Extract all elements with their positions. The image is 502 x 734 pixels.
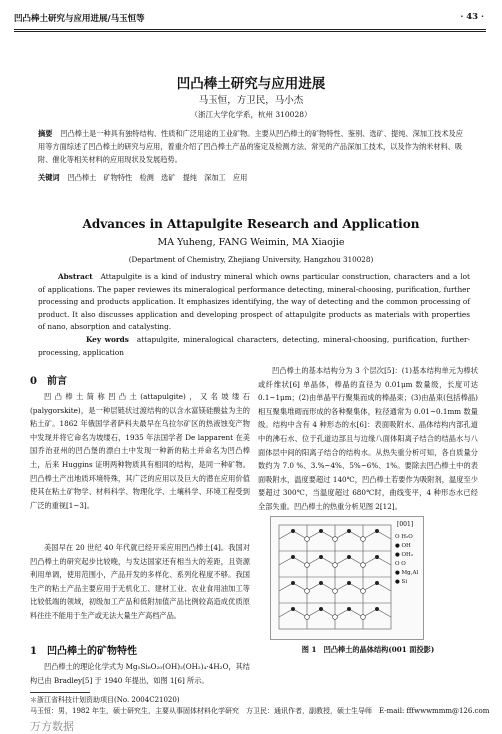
section-0-paragraph-2: 美国早在 20 世纪 40 年代就已经开采应用凹凸棒土[4]。我国对凹凸棒土的研究起步比较晚，与发达国家还有相当大的差距，且资源利用单调，使用范围小，产品开发的多样化、系列化程度不够。我国生产的粘土产品主要应用于无机化工、建材工业、农业食用油加工等比较低端的领域，初级加工产品和低附加值产品比例较高造成优质原料往往不能用于生产或无法大量生产高档产品。 xyxy=(30,543,250,620)
right-paragraph-1: 凹凸棒土的基本结构分为 3 个层次[5]：(1)基本结构单元为棒状或纤维状[6] 单晶体，棒晶的直径为 0.01μm 数量级，长度可达 0.1~1μm；(2)由单晶平行聚集而成的棒晶束；(3)由晶束(包括棒晶)相互聚集堆砌而形成的各种聚集体，粒径通常为 0.01~0.1mm 数量级。结构中含有 4 种形态的水[6]：表面吸附水、晶体结构内部孔道中的沸石水、位于孔道边部且与边缘八面体阳离子结合的结晶水与八面体层中间的阳离子结合的结构水。从热失重分析可知，各自质量分数约为 7.0 %、3.%~4%、5%~6%、1%。要除去凹凸棒土中的表面吸附水，温度要超过 140℃，凹凸棒土若要作为吸附剂，温度至少要超过 300℃，当温度超过 680℃时，曲线变平，4 种形态水已经全部失重。凹凸棒土的热重分析见图 2[12]。 xyxy=(258,366,478,511)
footnote-bio: 马玉恒：男，1982 年生，硕士研究生，主要从事固体材料化学研究 方卫民：通讯作者，副教授，硕士生导师 E-mail: fffwwwmmm@126.com xyxy=(30,707,490,715)
en-abstract-text: Attapulgite is a kind of industry mineral which owns particular construction, characters and a lot of applications. The paper reviewes its mineralogical performance detecting, mineral-choosing, purification, further processing and products application. It emphasizes identifying, the way of detecting and the common processing of product. It also discusses application and developing prospect of attapulgite products as materials with properties of nano, absorption and catalysting. xyxy=(38,272,470,332)
footnote-rule xyxy=(30,692,90,693)
en-authors: MA Yuheng, FANG Weimin, MA Xiaojie xyxy=(157,237,345,248)
running-header xyxy=(14,12,484,26)
cn-abstract-text: 凹凸棒土是一种具有独特结构、性质和广泛用途的工业矿物。主要从凹凸棒土的矿物特性、鉴别、选矿、提纯、深加工技术及应用等方面综述了凹凸棒土的研究与应用，着重介绍了凹凸棒土产品的鉴定及检测方法、常见的产品深加工技术，以及作为纳米材料、吸附、催化等相关材料的应用现状及发展趋势。 xyxy=(38,129,463,164)
figure-1-structure xyxy=(270,516,424,640)
en-keywords-label: Key words xyxy=(86,335,129,344)
legend-item: ● Si xyxy=(395,579,408,585)
legend-item: ● Mg,Al xyxy=(395,570,419,576)
en-keywords-text: attapulgite, mineralogical characters, detecting, mineral-choosing, purification, further-processing, application xyxy=(38,335,470,357)
cn-abstract xyxy=(38,127,468,166)
cn-abstract-label: 摘要 xyxy=(38,129,53,138)
en-abstract-label: Abstract xyxy=(58,272,93,281)
figure-1-caption: 图 1 凹凸棒土的晶体结构(001 面投影) xyxy=(301,645,435,654)
watermark: 万方数据 xyxy=(30,720,74,733)
cn-keywords-text: 凹凸棒土 矿物特性 检测 选矿 提纯 深加工 应用 xyxy=(67,173,248,182)
legend-item: ● OH₂ xyxy=(395,552,414,558)
en-abstract xyxy=(38,271,470,334)
legend-item: ● OH xyxy=(395,543,411,549)
section-0-paragraph-1: 凹凸棒土简称凹凸土(attapulgite)，又名坡缕石(palygorskite)，是一种层链状过渡结构的以含水富镁硅酸盐为主的粘土矿。1862 年俄国学者萨科夫最早在乌拉尔矿区的热液蚀变产物中发现并将它命名为坡缕石，1935 年法国学者 De lapparent 在美国乔治亚州的凹凸堡的漂白土中发现一种新的粘土并命名为凹凸棒土，后来 Huggins 证明两种物质具有相同的结构，是同一种矿物。凹凸棒土产出地质环境特殊，其广泛的应用以及巨大的潜在应用价值使其在粘土矿物学、材料科学、物理化学、土壤科学、环境工程受到广泛的重视[1~3]。 xyxy=(30,392,250,510)
cn-affiliation: （浙江大学化学系，杭州 310028） xyxy=(190,110,312,119)
section-1-heading: 1 凹凸棒土的矿物特性 xyxy=(30,646,137,657)
cn-title: 凹凸棒土研究与应用进展 xyxy=(176,76,326,92)
header-rule xyxy=(14,29,486,30)
page-number: · 43 · xyxy=(460,12,484,22)
figure-axis-label: [001] xyxy=(397,521,414,528)
en-affiliation: (Department of Chemistry, Zhejiang University, Hangzhou 310028) xyxy=(128,255,374,264)
footnote-fund: ＊浙江省科技计划资助项目(No. 2004C21020) xyxy=(30,696,180,704)
legend-item: O O xyxy=(395,561,406,567)
cn-keywords-label: 关键词 xyxy=(38,173,60,182)
section-1-paragraph-1: 凹凸棒土的理论化学式为 Mg₅Si₈O₂₀(OH)₂(OH₂)₄·4H₂O，其结构已由 Bradley[5] 于 1940 年提出，如图 1[6] 所示。 xyxy=(30,662,250,685)
en-keywords xyxy=(38,334,470,359)
legend-item: O H₂O xyxy=(395,534,413,540)
figure-legend xyxy=(395,533,418,587)
section-0-heading: 0 前言 xyxy=(30,376,67,387)
cn-keywords xyxy=(38,171,468,184)
header-rule-thin xyxy=(14,31,486,32)
en-title: Advances in Attapulgite Research and Application xyxy=(82,217,420,231)
running-header-title: 凹凸棒土研究与应用进展/马玉恒等 xyxy=(14,14,145,24)
cn-authors: 马玉恒，方卫民，马小杰 xyxy=(198,95,304,106)
